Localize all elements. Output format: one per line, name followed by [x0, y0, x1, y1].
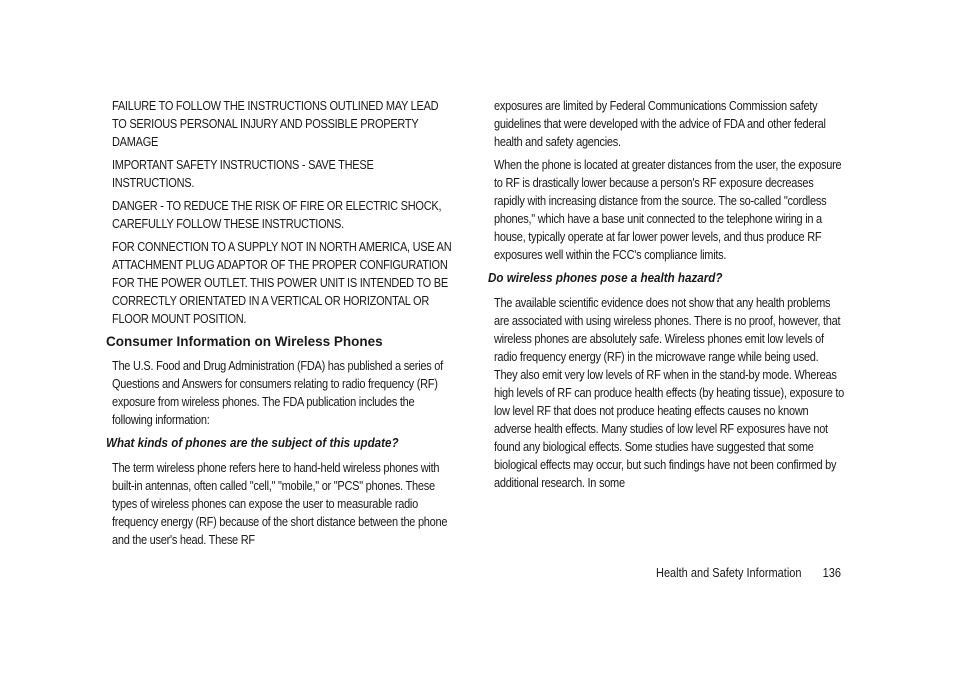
wireless-phone-definition-paragraph: The term wireless phone refers here to hand-held wireless phones with built-in antennas, often called "cell," "mobile," or "PCS" phones. These types of wireless phones can expose the user to measurable radio frequency energy (RF) because of the short distance between the phone and the user's head. These RF: [112, 461, 448, 547]
connection-paragraph: FOR CONNECTION TO A SUPPLY NOT IN NORTH AMERICA, USE AN ATTACHMENT PLUG ADAPTOR OF THE PROPER CONFIGURATION FOR THE POWER OUTLET. THIS POWER UNIT IS INTENDED TO BE CORRECTLY ORIENTATED IN A VERTICAL OR HORIZONTAL OR FLOOR MOUNT POSITION.: [112, 240, 452, 326]
phones-subject-subheading: What kinds of phones are the subject of this update?: [106, 436, 399, 450]
left-column: [106, 97, 456, 554]
section-heading: Consumer Information on Wireless Phones: [106, 334, 383, 349]
danger-paragraph: DANGER - TO REDUCE THE RISK OF FIRE OR ELECTRIC SHOCK, CAREFULLY FOLLOW THESE INSTRUCTIONS.: [112, 199, 442, 231]
scientific-evidence-paragraph: The available scientific evidence does not show that any health problems are associated with using wireless phones. There is no proof, however, that wireless phones are absolutely safe. Wireless phones emit low levels of radio frequency energy (RF) in the microwave range while being used. They also emit very low levels of RF when in the stand-by mode. Whereas high levels of RF can produce health effects (by heating tissue), exposure to low level RF that does not produce heating effects causes no known adverse health effects. Many studies of low level RF exposures have not found any biological effects. Some studies have suggested that some biological effects may occur, but such findings have not been confirmed by additional research. In some: [494, 296, 845, 490]
footer-section-title: Health and Safety Information: [656, 566, 802, 580]
right-column: [488, 97, 845, 497]
distance-exposure-paragraph: When the phone is located at greater distances from the user, the exposure to RF is drastically lower because a person's RF exposure decreases rapidly with increasing distance from the source. The so-called "cordless phones," which have a base unit connected to the telephone wiring in a house, typically operate at far lower power levels, and thus produce RF exposures well within the FCC's compliance limits.: [494, 158, 842, 262]
page-number: 136: [822, 566, 842, 580]
health-hazard-subheading: Do wireless phones pose a health hazard?: [488, 271, 723, 285]
save-instructions-paragraph: IMPORTANT SAFETY INSTRUCTIONS - SAVE THESE INSTRUCTIONS.: [112, 158, 374, 190]
fda-intro-paragraph: The U.S. Food and Drug Administration (FDA) has published a series of Questions and Answers for consumers relating to radio frequency (RF) exposure from wireless phones. The FDA publication includes the following information:: [112, 359, 443, 427]
fcc-limits-paragraph: exposures are limited by Federal Communications Commission safety guidelines that were developed with the advice of FDA and other federal health and safety agencies.: [494, 99, 826, 149]
page-footer: [656, 564, 842, 582]
failure-warning-paragraph: FAILURE TO FOLLOW THE INSTRUCTIONS OUTLINED MAY LEAD TO SERIOUS PERSONAL INJURY AND POSSIBLE PROPERTY DAMAGE: [112, 99, 439, 149]
